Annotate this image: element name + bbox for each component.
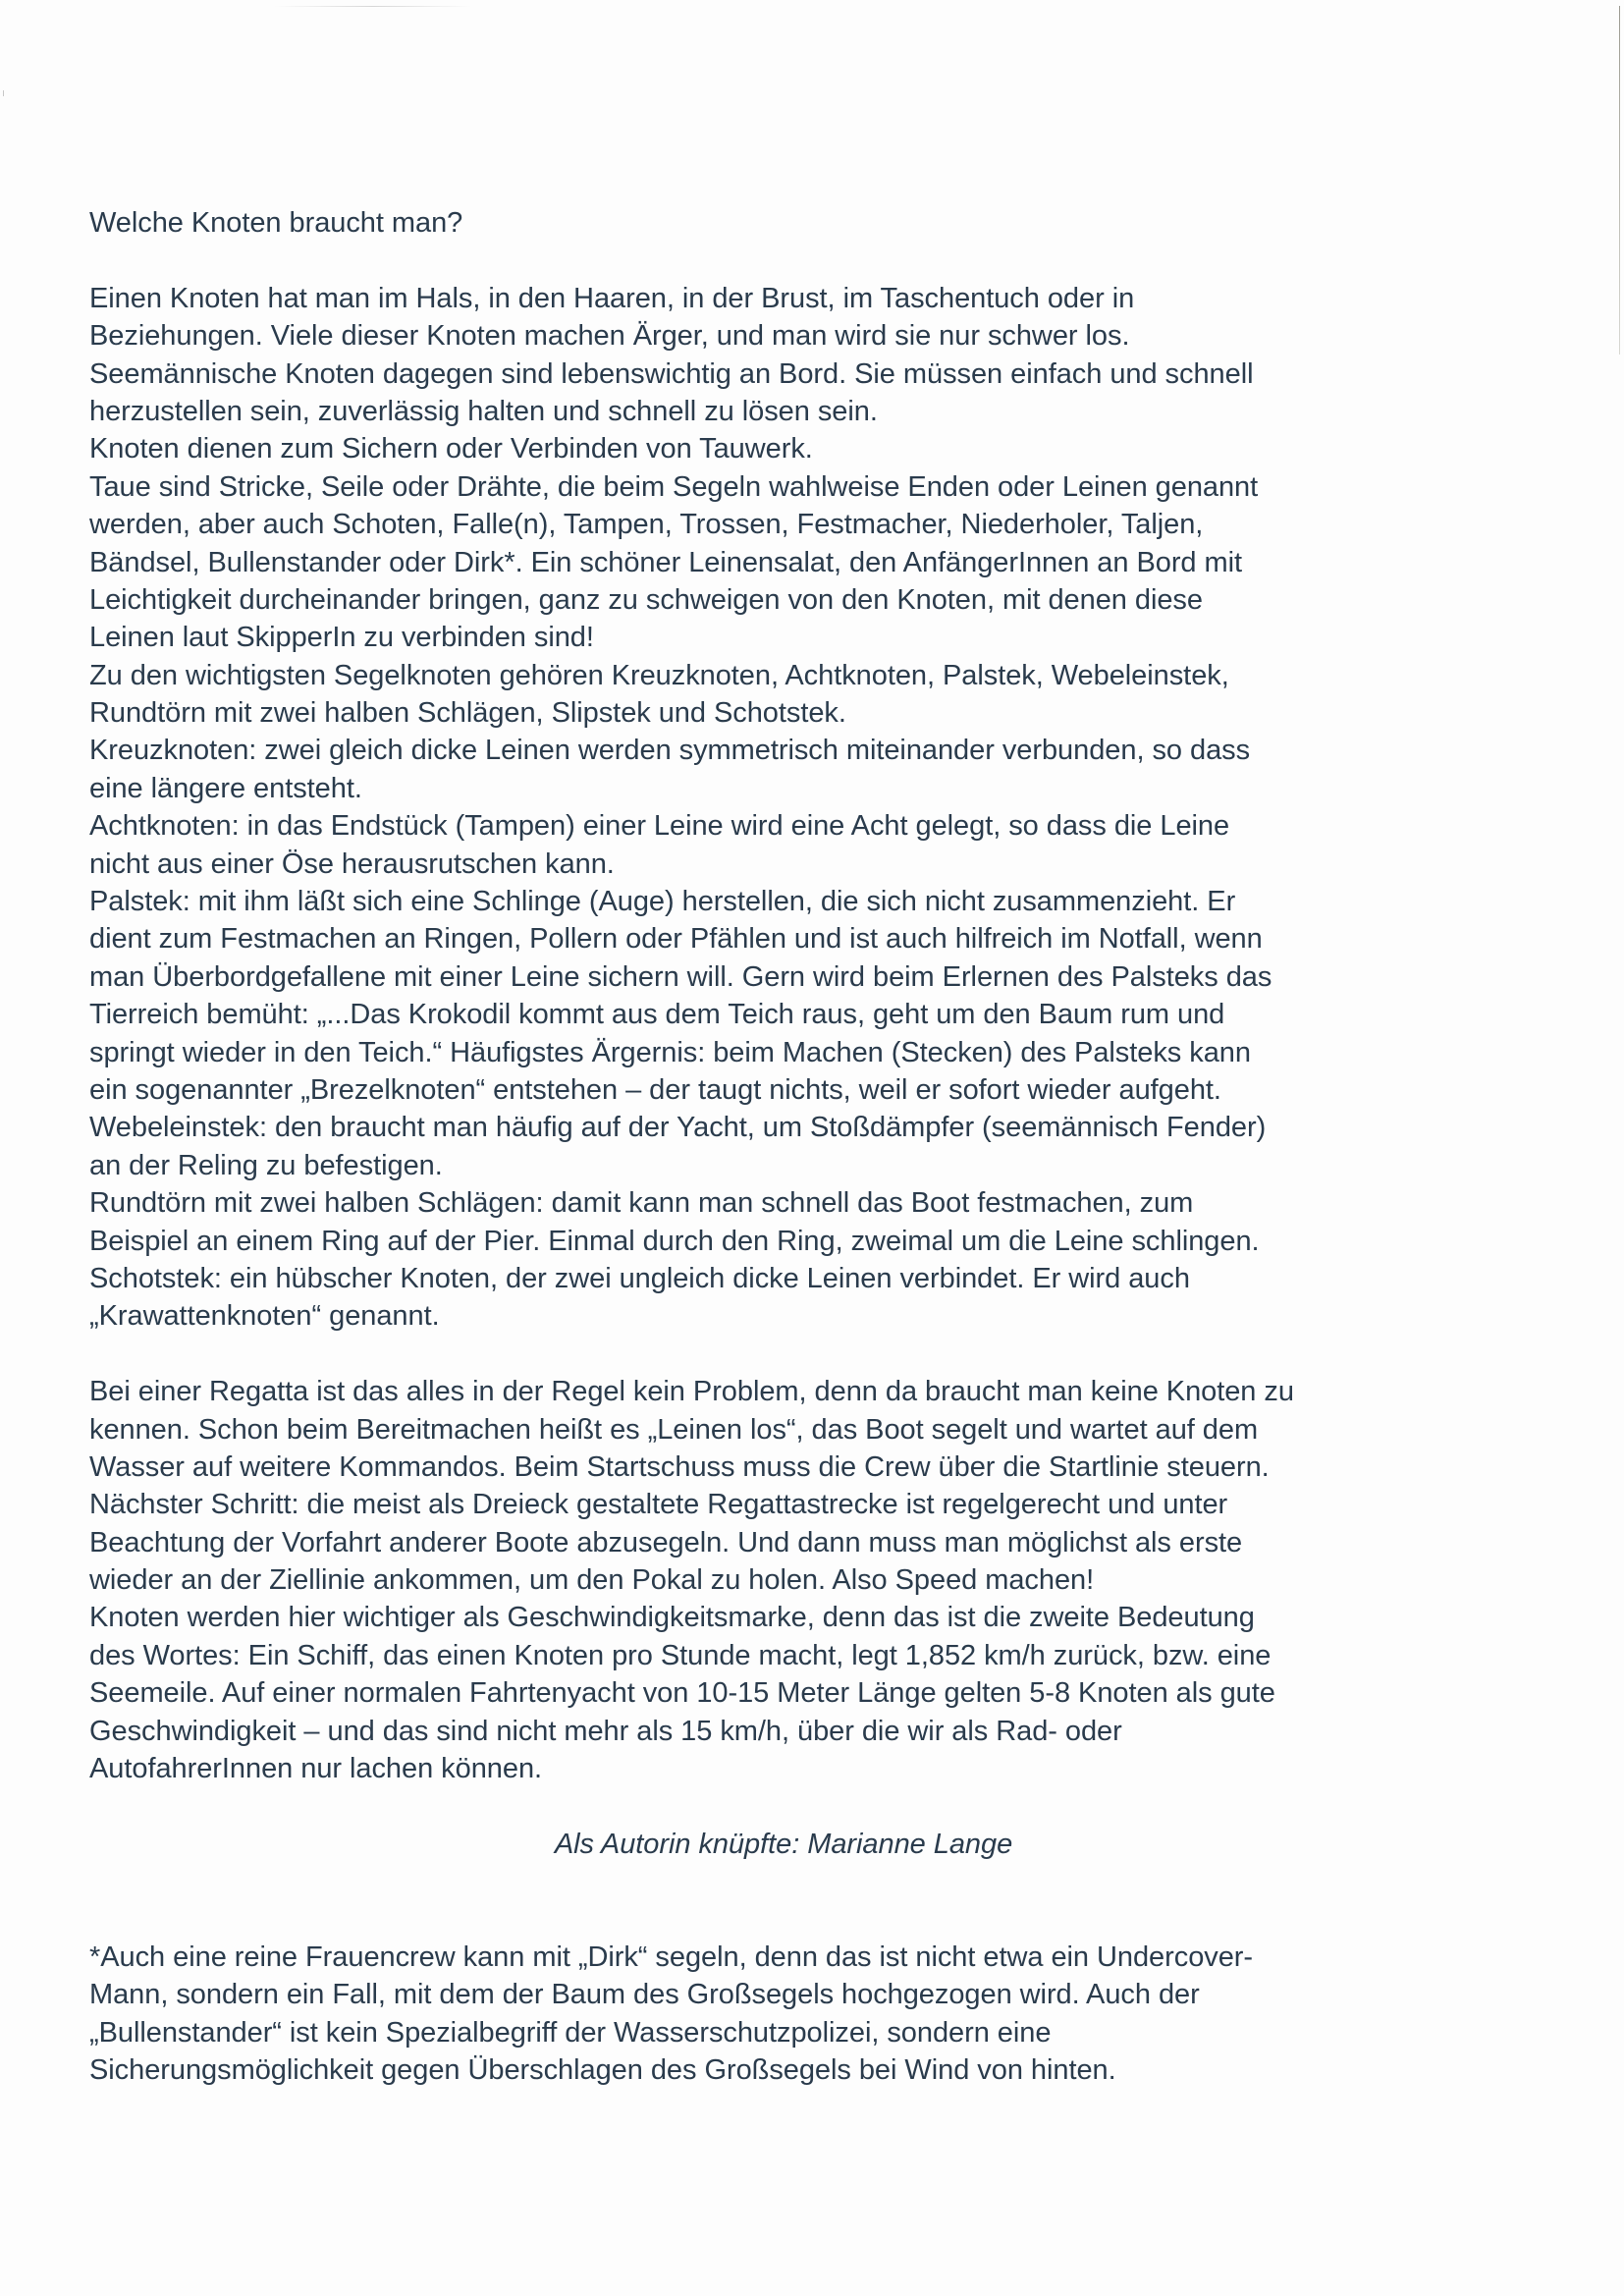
text-line: werden, aber auch Schoten, Falle(n), Tampen, Trossen, Festmacher, Niederholer, Taljen, <box>89 509 1204 541</box>
footnote-line: „Bullenstander“ ist kein Spezialbegriff der Wasserschutzpolizei, sondern eine <box>89 2016 1052 2049</box>
footnote-line: *Auch eine reine Frauencrew kann mit „Dirk“ segeln, denn das ist nicht etwa ein Undercover- <box>89 1941 1254 1973</box>
text-line: an der Reling zu befestigen. <box>89 1149 443 1181</box>
scan-artifact-top-edge <box>275 6 471 7</box>
text-line: Achtknoten: in das Endstück (Tampen) einer Leine wird eine Acht gelegt, so dass die Leine <box>89 810 1230 843</box>
article <box>89 204 1503 2090</box>
footnote <box>89 1939 1503 2090</box>
text-line: man Überbordgefallene mit einer Leine sichern will. Gern wird beim Erlernen des Palsteks das <box>89 960 1272 993</box>
text-line: Zu den wichtigsten Segelknoten gehören Kreuzknoten, Achtknoten, Palstek, Webeleinstek, <box>89 659 1229 691</box>
text-line: Nächster Schritt: die meist als Dreieck gestaltete Regattastrecke ist regelgerecht und unter <box>89 1489 1228 1521</box>
text-line: Einen Knoten hat man im Hals, in den Haaren, in der Brust, im Taschentuch oder in <box>89 282 1135 314</box>
text-line: Bändsel, Bullenstander oder Dirk*. Ein schöner Leinensalat, den AnfängerInnen an Bord mit <box>89 546 1243 578</box>
text-line: herzustellen sein, zuverlässig halten und schnell zu lösen sein. <box>89 395 878 427</box>
text-line: Beziehungen. Viele dieser Knoten machen Ärger, und man wird sie nur schwer los. <box>89 320 1130 353</box>
text-line: Schotstek: ein hübscher Knoten, der zwei ungleich dicke Leinen verbindet. Er wird auch <box>89 1262 1190 1294</box>
text-line: ein sogenannter „Brezelknoten“ entstehen – der taugt nichts, weil er sofort wieder aufgeht. <box>89 1073 1221 1106</box>
text-line: dient zum Festmachen an Ringen, Pollern oder Pfählen und ist auch hilfreich im Notfall, wenn <box>89 923 1263 956</box>
blank-line <box>89 242 1503 279</box>
scan-artifact-speck <box>3 90 4 96</box>
text-line: Seemännische Knoten dagegen sind lebenswichtig an Bord. Sie müssen einfach und schnell <box>89 357 1254 390</box>
text-line: Tierreich bemüht: „...Das Krokodil kommt aus dem Teich raus, geht um den Baum rum und <box>89 999 1225 1031</box>
text-line: Rundtörn mit zwei halben Schlägen, Slipstek und Schotstek. <box>89 697 846 730</box>
text-line: kennen. Schon beim Bereitmachen heißt es „Leinen los“, das Boot segelt und wartet auf dem <box>89 1413 1259 1446</box>
regatta-paragraph <box>89 1373 1503 1787</box>
text-line: Bei einer Regatta ist das alles in der Regel kein Problem, denn da braucht man keine Knoten zu <box>89 1376 1294 1408</box>
text-line: Taue sind Stricke, Seile oder Drähte, die beim Segeln wahlweise Enden oder Leinen genannt <box>89 470 1259 503</box>
text-line: Beispiel an einem Ring auf der Pier. Einmal durch den Ring, zweimal um die Leine schlingen. <box>89 1225 1260 1257</box>
text-line: Seemeile. Auf einer normalen Fahrtenyacht von 10-15 Meter Länge gelten 5-8 Knoten als gute <box>89 1677 1275 1710</box>
text-line: Geschwindigkeit – und das sind nicht mehr als 15 km/h, über die wir als Rad- oder <box>89 1715 1122 1747</box>
text-line: nicht aus einer Öse herausrutschen kann. <box>89 847 615 880</box>
text-line: „Krawattenknoten“ genannt. <box>89 1300 440 1333</box>
text-line: Knoten werden hier wichtiger als Geschwindigkeitsmarke, denn das ist die zweite Bedeutung <box>89 1602 1255 1634</box>
text-line: Leinen laut SkipperIn zu verbinden sind! <box>89 622 594 654</box>
scan-artifact-right-edge <box>1619 6 1620 355</box>
text-line: Rundtörn mit zwei halben Schlägen: damit kann man schnell das Boot festmachen, zum <box>89 1187 1194 1220</box>
footnote-line: Sicherungsmöglichkeit gegen Überschlagen des Großsegels bei Wind von hinten. <box>89 2054 1116 2087</box>
blank-line <box>89 1901 1503 1939</box>
text-line: Knoten dienen zum Sichern oder Verbinden von Tauwerk. <box>89 433 813 465</box>
text-line: des Wortes: Ein Schiff, das einen Knoten pro Stunde macht, legt 1,852 km/h zurück, bzw. eine <box>89 1639 1272 1671</box>
text-line: Palstek: mit ihm läßt sich eine Schlinge (Auge) herstellen, die sich nicht zusammenzieht. Er <box>89 886 1236 918</box>
text-line: Leichtigkeit durcheinander bringen, ganz zu schweigen von den Knoten, mit denen diese <box>89 583 1203 616</box>
text-line: AutofahrerInnen nur lachen können. <box>89 1753 543 1785</box>
text-line: eine längere entsteht. <box>89 772 362 804</box>
article-title: Welche Knoten braucht man? <box>89 207 463 239</box>
footnote-line: Mann, sondern ein Fall, mit dem der Baum des Großsegels hochgezogen wird. Auch der <box>89 1979 1200 2011</box>
text-line: Wasser auf weitere Kommandos. Beim Startschuss muss die Crew über die Startlinie steuern. <box>89 1450 1270 1483</box>
blank-line <box>89 1336 1503 1373</box>
intro-paragraph <box>89 280 1503 1336</box>
text-line: Beachtung der Vorfahrt anderer Boote abzusegeln. Und dann muss man möglichst als erste <box>89 1526 1243 1558</box>
text-line: Webeleinstek: den braucht man häufig auf der Yacht, um Stoßdämpfer (seemännisch Fender) <box>89 1112 1267 1144</box>
text-line: wieder an der Ziellinie ankommen, um den Pokal zu holen. Also Speed machen! <box>89 1564 1095 1597</box>
blank-line <box>89 1863 1503 1900</box>
blank-line <box>89 1787 1503 1825</box>
text-line: Kreuzknoten: zwei gleich dicke Leinen werden symmetrisch miteinander verbunden, so dass <box>89 735 1251 767</box>
author-signature: Als Autorin knüpfte: Marianne Lange <box>554 1828 1013 1860</box>
text-line: springt wieder in den Teich.“ Häufigstes Ärgernis: beim Machen (Stecken) des Palsteks kann <box>89 1036 1251 1068</box>
